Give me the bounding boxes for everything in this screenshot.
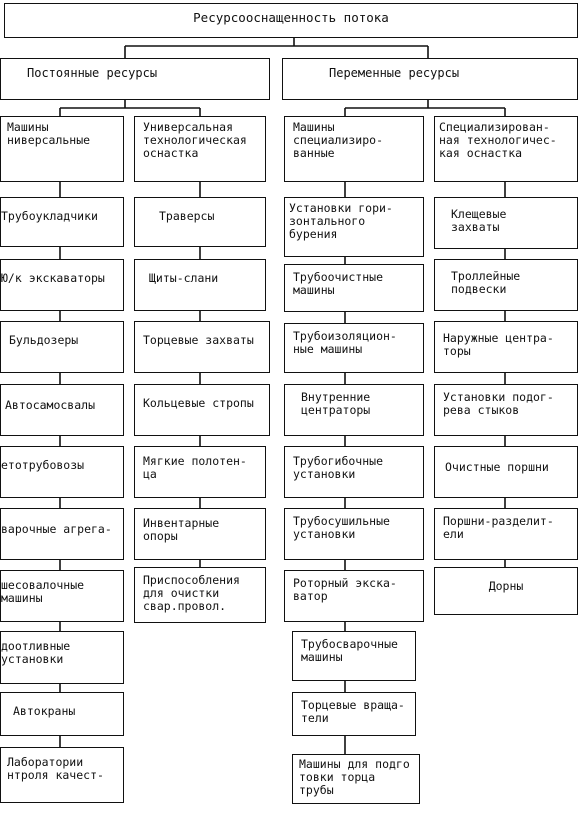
col1-item: шесовалочные машины	[0, 570, 124, 622]
col3-item: Трубоизоляцион- ные машины	[284, 323, 424, 373]
col1-item: доотливные установки	[0, 631, 124, 684]
col1-item: Автосамосвалы	[0, 384, 124, 436]
col1-item: варочные агрега-	[0, 508, 124, 560]
col1-header-universal-machines: Машины ниверсальные	[0, 116, 124, 182]
col2-item: Торцевые захваты	[134, 321, 270, 373]
col2-item: Приспособления для очистки свар.провол.	[134, 567, 266, 623]
col3-item: Машины для подго товки торца трубы	[292, 754, 420, 804]
root-box: Ресурсооснащенность потока	[4, 3, 578, 38]
col4-item: Клещевые захваты	[434, 197, 578, 249]
col3-item: Трубоочистные машины	[284, 264, 424, 312]
col3-header-specialized-machines: Машины специализиро- ванные	[284, 116, 424, 182]
col2-item: Щиты-слани	[134, 259, 266, 311]
group-constant-resources: Постоянные ресурсы	[0, 58, 270, 100]
col4-item: Наружные центра- торы	[434, 321, 578, 373]
col2-item: Мягкие полотен- ца	[134, 446, 266, 498]
group-variable-resources: Переменные ресурсы	[282, 58, 578, 100]
col4-item: Троллейные подвески	[434, 259, 578, 311]
col1-item: Лаборатории нтроля качест-	[0, 747, 124, 803]
col3-item: Трубосушильные установки	[284, 508, 424, 560]
col3-item: Трубогибочные установки	[284, 446, 424, 498]
col4-item: Установки подог- рева стыков	[434, 384, 578, 436]
col1-item: Ю/к экскаваторы	[0, 259, 124, 311]
col3-item: Трубосварочные машины	[292, 631, 416, 681]
col4-item: Поршни-разделит- ели	[434, 508, 578, 560]
col1-item: Трубоукладчики	[0, 197, 124, 247]
col4-item: Очистные поршни	[434, 446, 578, 498]
col2-item: Траверсы	[134, 197, 266, 247]
col3-item: Внутренние центраторы	[284, 384, 424, 436]
col3-item: Роторный экска- ватор	[284, 570, 424, 622]
col4-header-specialized-tooling: Специализирован- ная технологичес- кая оснастка	[434, 116, 578, 182]
col1-item: Автокраны	[0, 692, 124, 736]
col2-item: Кольцевые стропы	[134, 384, 270, 436]
col3-item: Установки гори- зонтального бурения	[284, 197, 424, 257]
col1-item: етотрубовозы	[0, 446, 124, 498]
col3-item: Торцевые враща- тели	[292, 692, 416, 736]
col1-item: Бульдозеры	[0, 321, 124, 373]
col4-item: Дорны	[434, 567, 578, 615]
col2-header-universal-tooling: Универсальная технологическая оснастка	[134, 116, 266, 182]
col2-item: Инвентарные опоры	[134, 508, 266, 560]
